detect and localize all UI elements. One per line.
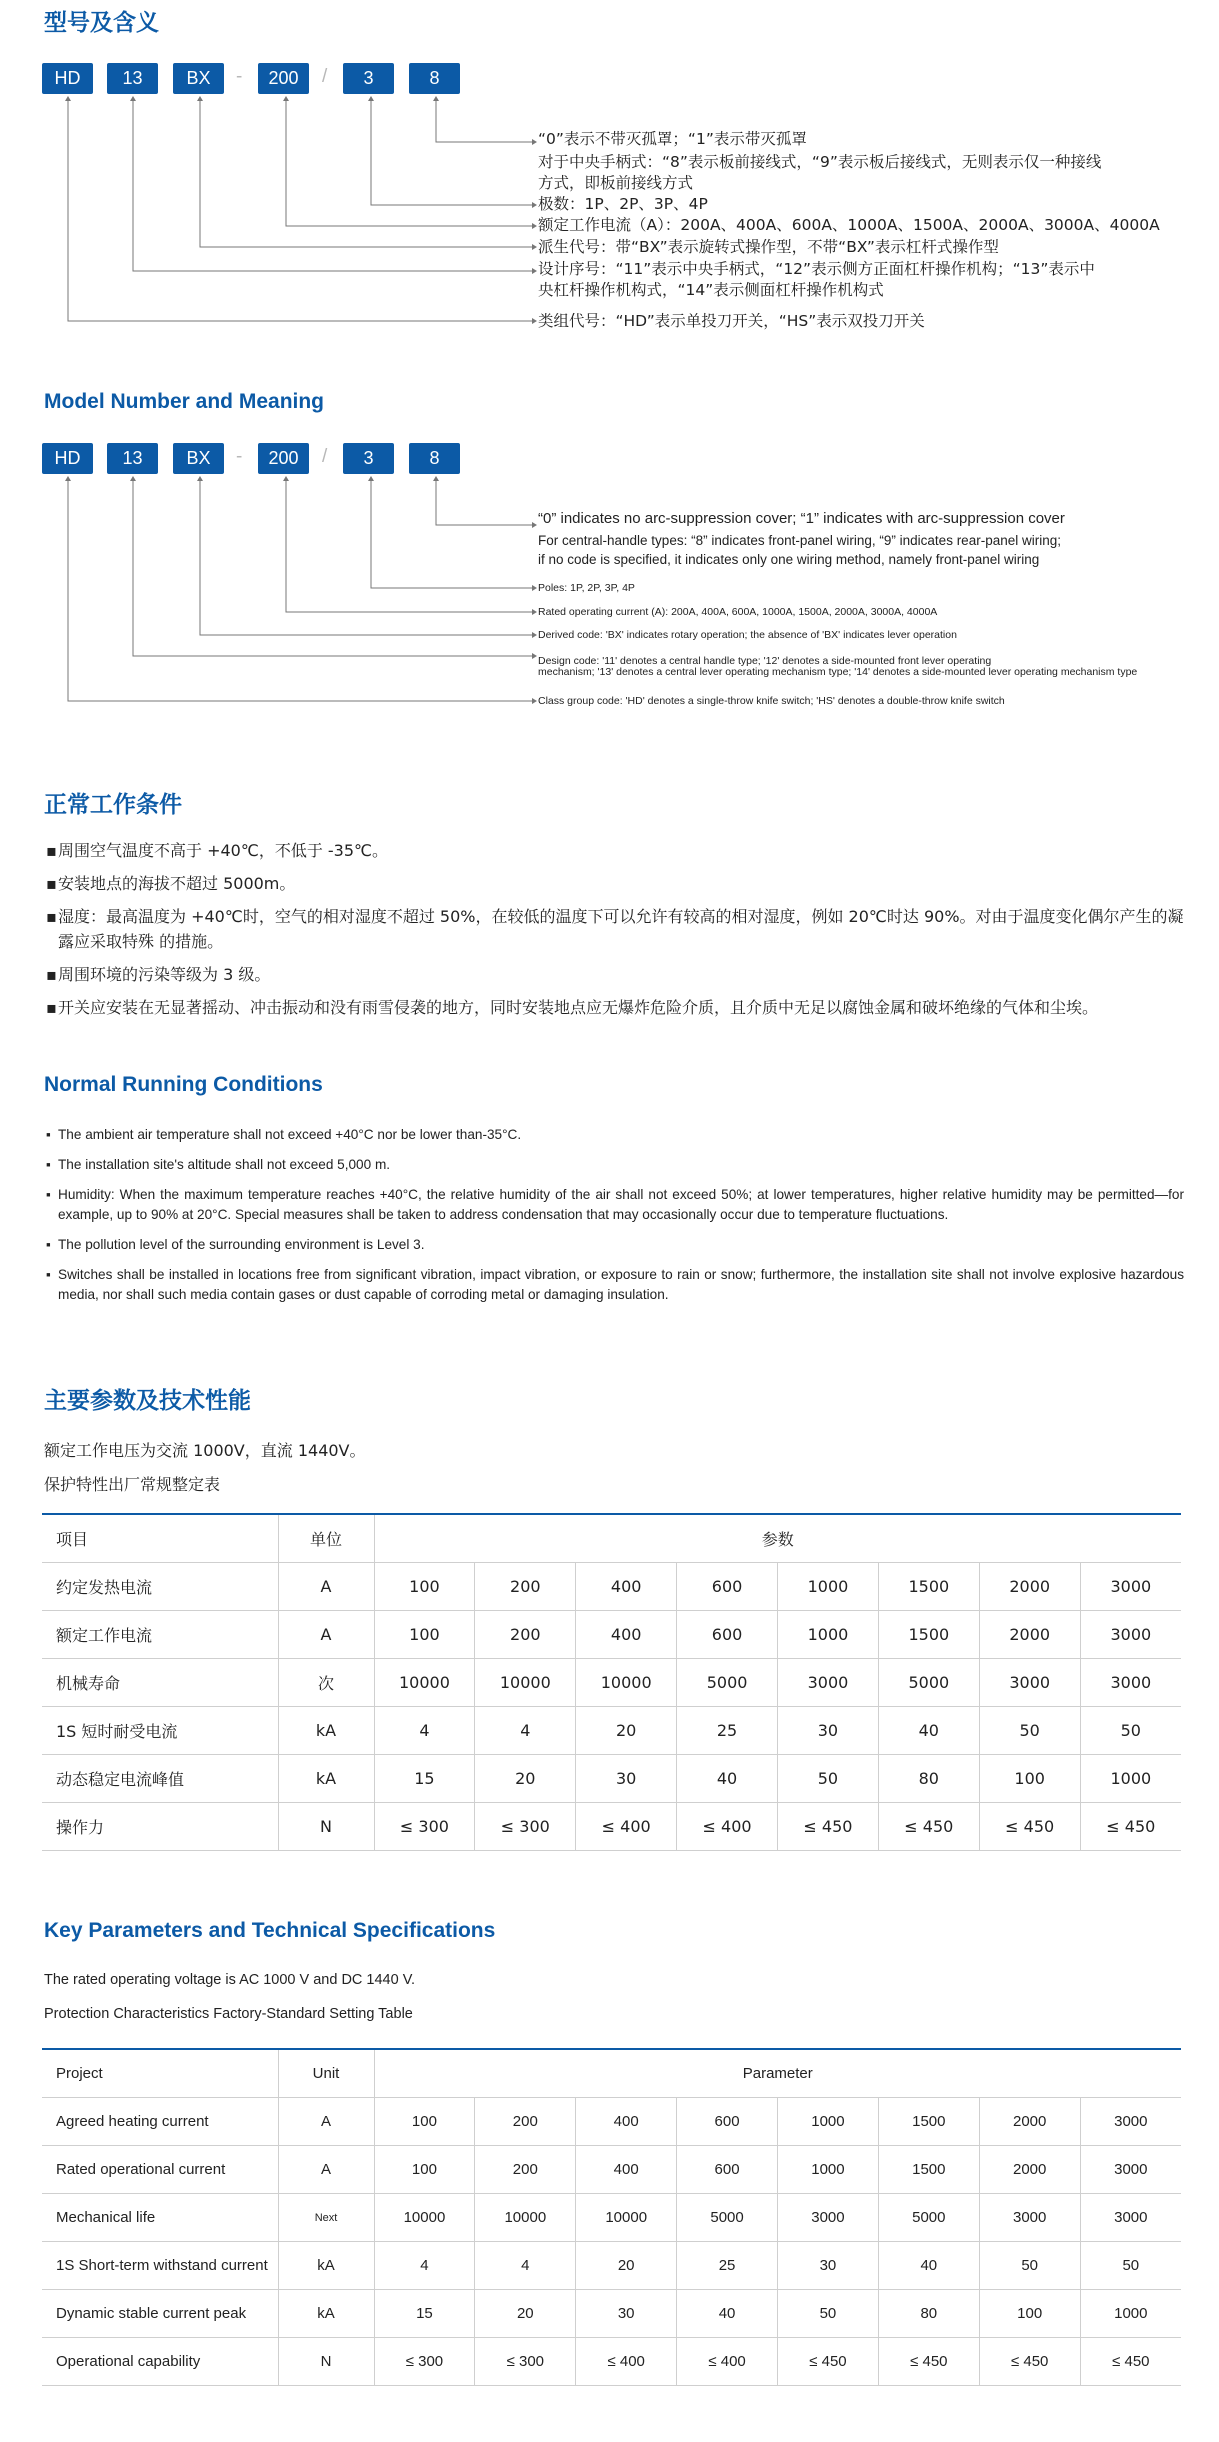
row-value: 400 <box>576 1611 677 1659</box>
row-value: 1000 <box>778 2146 879 2194</box>
row-value: 40 <box>677 2290 778 2338</box>
annotation-design-line2: mechanism; '13' denotes a central lever operating mechanism type; '14' denotes a side-mounted lever operating mechanism type <box>538 666 1138 678</box>
row-value: ≤ 300 <box>374 2338 475 2386</box>
row-item: 1S 短时耐受电流 <box>42 1707 278 1755</box>
row-value: 1000 <box>778 1563 879 1611</box>
row-value: 80 <box>878 2290 979 2338</box>
row-item: Agreed heating current <box>42 2098 278 2146</box>
annotation-design-line2: 央杠杆操作机构式，“14”表示侧面杠杆操作机构式 <box>538 281 884 299</box>
row-value: 1500 <box>878 2146 979 2194</box>
row-unit: A <box>278 2098 374 2146</box>
row-value: ≤ 450 <box>878 2338 979 2386</box>
model-diagram-cn <box>0 63 1219 343</box>
row-item: 约定发热电流 <box>42 1563 278 1611</box>
conditions-list-cn <box>44 838 1184 1028</box>
row-value: 30 <box>778 1707 879 1755</box>
row-value: 600 <box>677 2098 778 2146</box>
row-value: ≤ 300 <box>475 2338 576 2386</box>
row-value: 10000 <box>374 1659 475 1707</box>
row-value: 10000 <box>576 1659 677 1707</box>
row-value: 2000 <box>979 1611 1080 1659</box>
condition-text: 湿度：最高温度为 +40℃时，空气的相对湿度不超过 50%，在较低的温度下可以允许有较高的相对湿度，例如 20℃时达 90%。对由于温度变化偶尔产生的凝露应采取特殊 的措施。 <box>58 907 1184 951</box>
row-item: Dynamic stable current peak <box>42 2290 278 2338</box>
row-value: 4 <box>374 1707 475 1755</box>
row-value: 600 <box>677 2146 778 2194</box>
model-diagram-en <box>0 443 1219 723</box>
table-row <box>42 1659 1181 1707</box>
annotation-derived: 派生代号：带“BX”表示旋转式操作型，不带“BX”表示杠杆式操作型 <box>538 238 999 256</box>
list-item: ▪ 周围环境的污染等级为 3 级。 <box>46 965 271 984</box>
row-value: 50 <box>979 1707 1080 1755</box>
annotation-wiring-line1: For central-handle types: “8” indicates front-panel wiring, “9” indicates rear-panel wiring; <box>538 533 1061 548</box>
condition-text: 开关应安装在无显著摇动、冲击振动和没有雨雪侵袭的地方，同时安装地点应无爆炸危险介质，且介质中无足以腐蚀金属和破坏绝缘的气体和尘埃。 <box>58 998 1099 1017</box>
row-value: 10000 <box>475 2194 576 2242</box>
voltage-text-en: The rated operating voltage is AC 1000 V and DC 1440 V. <box>44 1972 416 1988</box>
table-header-row <box>42 1514 1181 1563</box>
row-item: Mechanical life <box>42 2194 278 2242</box>
table-row <box>42 1611 1181 1659</box>
row-value: 3000 <box>1080 1611 1181 1659</box>
row-value: 40 <box>677 1755 778 1803</box>
row-value: 20 <box>475 2290 576 2338</box>
row-value: 5000 <box>878 1659 979 1707</box>
row-value: 20 <box>475 1755 576 1803</box>
list-item: ▪ The pollution level of the surrounding environment is Level 3. <box>46 1237 425 1252</box>
row-value: 200 <box>475 1611 576 1659</box>
header-item: Project <box>42 2049 278 2098</box>
row-value: ≤ 400 <box>677 2338 778 2386</box>
header-unit: 单位 <box>278 1514 374 1563</box>
row-value: 3000 <box>979 2194 1080 2242</box>
row-value: 200 <box>475 2098 576 2146</box>
row-value: 2000 <box>979 2146 1080 2194</box>
annotation-current: Rated operating current (A): 200A, 400A, 600A, 1000A, 1500A, 2000A, 3000A, 4000A <box>538 606 938 618</box>
row-value: 600 <box>677 1563 778 1611</box>
condition-text: Humidity: When the maximum temperature reaches +40°C, the relative humidity of the air shall not exceed 50%; at lower temperatures, higher relative humidity may be permitted—for example, up to 90% at 20°C. Special measures shall be taken to address condensation that may occasionally occur due to temperature fluctuations. <box>58 1187 1184 1222</box>
row-value: 15 <box>374 2290 475 2338</box>
row-value: 20 <box>576 1707 677 1755</box>
row-item: 动态稳定电流峰值 <box>42 1755 278 1803</box>
annotation-poles: 极数：1P、2P、3P、4P <box>538 195 708 213</box>
condition-text: 周围环境的污染等级为 3 级。 <box>58 965 271 984</box>
row-value: 4 <box>374 2242 475 2290</box>
row-item: 操作力 <box>42 1803 278 1851</box>
row-value: ≤ 300 <box>475 1803 576 1851</box>
row-value: ≤ 300 <box>374 1803 475 1851</box>
row-value: ≤ 450 <box>1080 2338 1181 2386</box>
list-item: ▪ 安装地点的海拔不超过 5000m。 <box>46 874 296 893</box>
params-table-cn <box>42 1513 1181 1851</box>
row-unit: kA <box>278 1755 374 1803</box>
code-box-derived: BX <box>173 443 224 474</box>
model-title-en: Model Number and Meaning <box>44 390 325 413</box>
row-value: 10000 <box>576 2194 677 2242</box>
table-row <box>42 2146 1181 2194</box>
condition-text: Switches shall be installed in locations free from significant vibration, impact vibration, or exposure to rain or snow; furthermore, the installation site shall not involve explosive hazardous media, nor shall such media contain gases or dust capable of corroding metal or damaging insulation. <box>58 1267 1184 1302</box>
voltage-text-cn: 额定工作电压为交流 1000V，直流 1440V。 <box>44 1441 366 1460</box>
row-value: 2000 <box>979 1563 1080 1611</box>
list-item: ▪ Humidity: When the maximum temperature reaches +40°C, the relative humidity of the air shall not exceed 50%; at lower temperatures, higher relative humidity may be permitted—for example, up to 90% at 20°C. Special measures shall be taken to address condensation that may occasionally occur due to temperature fluctuations. <box>46 1187 1184 1222</box>
row-value: 50 <box>778 1755 879 1803</box>
code-box-poles: 3 <box>343 443 394 474</box>
annotation-arc-cover: “0”表示不带灭孤罩；“1”表示带灭孤罩 <box>538 130 807 148</box>
code-separator-dash: - <box>236 66 243 87</box>
row-value: 50 <box>1080 2242 1181 2290</box>
row-value: 3000 <box>979 1659 1080 1707</box>
row-unit: N <box>278 1803 374 1851</box>
row-value: 1000 <box>778 1611 879 1659</box>
row-value: 100 <box>374 1611 475 1659</box>
code-box-class: HD <box>42 443 93 474</box>
row-value: 4 <box>475 1707 576 1755</box>
row-item: Rated operational current <box>42 2146 278 2194</box>
row-value: 40 <box>878 1707 979 1755</box>
annotation-wiring-line2: if no code is specified, it indicates only one wiring method, namely front-panel wiring <box>538 552 1040 567</box>
params-title-en: Key Parameters and Technical Specifications <box>44 1919 496 1942</box>
row-value: 1500 <box>878 2098 979 2146</box>
header-unit: Unit <box>278 2049 374 2098</box>
row-value: 30 <box>778 2242 879 2290</box>
row-value: ≤ 400 <box>677 1803 778 1851</box>
row-value: 4 <box>475 2242 576 2290</box>
params-title-cn: 主要参数及技术性能 <box>44 1388 251 1414</box>
code-box-design: 13 <box>107 443 158 474</box>
row-value: ≤ 450 <box>778 1803 879 1851</box>
row-value: 1000 <box>1080 1755 1181 1803</box>
row-item: 1S Short-term withstand current <box>42 2242 278 2290</box>
annotation-class: 类组代号：“HD”表示单投刀开关，“HS”表示双投刀开关 <box>538 312 925 330</box>
row-unit: A <box>278 2146 374 2194</box>
annotation-derived: Derived code: 'BX' indicates rotary operation; the absence of 'BX' indicates lever operation <box>538 629 957 641</box>
condition-text: The installation site's altitude shall not exceed 5,000 m. <box>58 1157 391 1172</box>
table-row <box>42 2290 1181 2338</box>
annotation-current: 额定工作电流（A）：200A、400A、600A、1000A、1500A、2000A、3000A、4000A <box>538 216 1160 234</box>
code-box-derived: BX <box>173 63 224 94</box>
row-value: 15 <box>374 1755 475 1803</box>
row-value: 25 <box>677 2242 778 2290</box>
list-item: ▪ Switches shall be installed in locations free from significant vibration, impact vibration, or exposure to rain or snow; furthermore, the installation site shall not involve explosive hazardous media, nor shall such media contain gases or dust capable of corroding metal or damaging insulation. <box>46 1267 1184 1302</box>
table-header-row <box>42 2049 1181 2098</box>
row-value: 5000 <box>878 2194 979 2242</box>
row-value: 80 <box>878 1755 979 1803</box>
row-unit: A <box>278 1611 374 1659</box>
row-item: 机械寿命 <box>42 1659 278 1707</box>
table-row <box>42 2194 1181 2242</box>
header-item: 项目 <box>42 1514 278 1563</box>
row-value: 2000 <box>979 2098 1080 2146</box>
row-value: 400 <box>576 2146 677 2194</box>
header-parameter: Parameter <box>374 2049 1181 2098</box>
list-item: ▪ The installation site's altitude shall not exceed 5,000 m. <box>46 1157 391 1172</box>
annotation-poles: Poles: 1P, 2P, 3P, 4P <box>538 582 635 594</box>
table-row <box>42 1563 1181 1611</box>
row-value: 100 <box>374 2146 475 2194</box>
row-value: 400 <box>576 2098 677 2146</box>
code-box-design: 13 <box>107 63 158 94</box>
code-box-wiring: 8 <box>409 443 460 474</box>
row-value: ≤ 450 <box>979 1803 1080 1851</box>
header-parameter: 参数 <box>374 1514 1181 1563</box>
row-value: 50 <box>1080 1707 1181 1755</box>
condition-text: 周围空气温度不高于 +40℃，不低于 -35℃。 <box>58 841 389 860</box>
row-value: 10000 <box>475 1659 576 1707</box>
row-value: 3000 <box>778 2194 879 2242</box>
row-unit: kA <box>278 1707 374 1755</box>
row-value: 100 <box>979 2290 1080 2338</box>
row-value: ≤ 450 <box>979 2338 1080 2386</box>
row-value: 3000 <box>1080 1659 1181 1707</box>
table-caption-en: Protection Characteristics Factory-Standard Setting Table <box>44 2006 413 2022</box>
code-separator-slash: / <box>322 66 328 87</box>
params-table-en <box>42 2048 1181 2386</box>
row-value: 3000 <box>1080 2194 1181 2242</box>
table-row <box>42 2098 1181 2146</box>
list-item: ▪ 周围空气温度不高于 +40℃，不低于 -35℃。 <box>46 841 389 860</box>
row-value: 25 <box>677 1707 778 1755</box>
code-box-current: 200 <box>258 63 309 94</box>
row-value: ≤ 400 <box>576 1803 677 1851</box>
list-item: ▪ The ambient air temperature shall not exceed +40°C nor be lower than-35°C. <box>46 1127 522 1142</box>
list-item: ▪ 湿度：最高温度为 +40℃时，空气的相对湿度不超过 50%，在较低的温度下可以允许有较高的相对湿度，例如 20℃时达 90%。对由于温度变化偶尔产生的凝露应采取特殊 的措施。 <box>46 907 1184 951</box>
row-value: 50 <box>979 2242 1080 2290</box>
row-value: 100 <box>374 1563 475 1611</box>
code-box-wiring: 8 <box>409 63 460 94</box>
table-row <box>42 1707 1181 1755</box>
row-value: ≤ 450 <box>878 1803 979 1851</box>
row-value: ≤ 450 <box>1080 1803 1181 1851</box>
row-unit: N <box>278 2338 374 2386</box>
row-value: 40 <box>878 2242 979 2290</box>
conditions-title-en: Normal Running Conditions <box>44 1073 323 1096</box>
row-value: 5000 <box>677 2194 778 2242</box>
condition-text: The pollution level of the surrounding environment is Level 3. <box>58 1237 425 1252</box>
row-value: 30 <box>576 2290 677 2338</box>
code-separator-slash: / <box>322 446 328 467</box>
table-row <box>42 1803 1181 1851</box>
row-unit: A <box>278 1563 374 1611</box>
row-value: 200 <box>475 2146 576 2194</box>
table-row <box>42 2242 1181 2290</box>
table-row <box>42 1755 1181 1803</box>
condition-text: 安装地点的海拔不超过 5000m。 <box>58 874 296 893</box>
conditions-title-cn: 正常工作条件 <box>44 792 182 818</box>
table-body <box>42 2098 1181 2386</box>
row-value: 1000 <box>1080 2290 1181 2338</box>
list-item: ▪ 开关应安装在无显著摇动、冲击振动和没有雨雪侵袭的地方，同时安装地点应无爆炸危险介质，且介质中无足以腐蚀金属和破坏绝缘的气体和尘埃。 <box>46 998 1099 1017</box>
row-value: 200 <box>475 1563 576 1611</box>
row-unit: kA <box>278 2290 374 2338</box>
table-row <box>42 2338 1181 2386</box>
row-item: 额定工作电流 <box>42 1611 278 1659</box>
row-value: 3000 <box>778 1659 879 1707</box>
row-unit: 次 <box>278 1659 374 1707</box>
row-unit: kA <box>278 2242 374 2290</box>
condition-text: The ambient air temperature shall not exceed +40°C nor be lower than-35°C. <box>58 1127 522 1142</box>
row-value: 1500 <box>878 1611 979 1659</box>
annotation-design-line1: Design code: '11' denotes a central handle type; '12' denotes a side-mounted front lever operating <box>538 655 992 667</box>
row-unit: Next <box>278 2194 374 2242</box>
row-value: 1000 <box>778 2098 879 2146</box>
annotation-wiring-line2: 方式，即板前接线方式 <box>538 174 694 192</box>
code-separator-dash: - <box>236 446 243 467</box>
row-value: 50 <box>778 2290 879 2338</box>
row-value: 20 <box>576 2242 677 2290</box>
table-body <box>42 1563 1181 1851</box>
row-value: 100 <box>979 1755 1080 1803</box>
code-box-current: 200 <box>258 443 309 474</box>
row-value: ≤ 400 <box>576 2338 677 2386</box>
annotation-arc-cover: “0” indicates no arc-suppression cover; “1” indicates with arc-suppression cover <box>538 510 1065 527</box>
row-value: 100 <box>374 2098 475 2146</box>
table-caption-cn: 保护特性出厂常规整定表 <box>44 1475 221 1494</box>
row-item: Operational capability <box>42 2338 278 2386</box>
model-title-cn: 型号及含义 <box>44 10 159 36</box>
annotation-class: Class group code: 'HD' denotes a single-throw knife switch; 'HS' denotes a double-throw knife switch <box>538 695 1005 707</box>
row-value: ≤ 450 <box>778 2338 879 2386</box>
conditions-list-en <box>44 1125 1184 1315</box>
row-value: 3000 <box>1080 2146 1181 2194</box>
row-value: 3000 <box>1080 2098 1181 2146</box>
row-value: 30 <box>576 1755 677 1803</box>
row-value: 10000 <box>374 2194 475 2242</box>
row-value: 3000 <box>1080 1563 1181 1611</box>
code-box-class: HD <box>42 63 93 94</box>
row-value: 1500 <box>878 1563 979 1611</box>
annotation-wiring-line1: 对于中央手柄式：“8”表示板前接线式，“9”表示板后接线式，无则表示仅一种接线 <box>538 153 1102 171</box>
row-value: 600 <box>677 1611 778 1659</box>
row-value: 400 <box>576 1563 677 1611</box>
code-box-poles: 3 <box>343 63 394 94</box>
annotation-design-line1: 设计序号：“11”表示中央手柄式，“12”表示侧方正面杠杆操作机构；“13”表示中 <box>538 260 1095 278</box>
row-value: 5000 <box>677 1659 778 1707</box>
